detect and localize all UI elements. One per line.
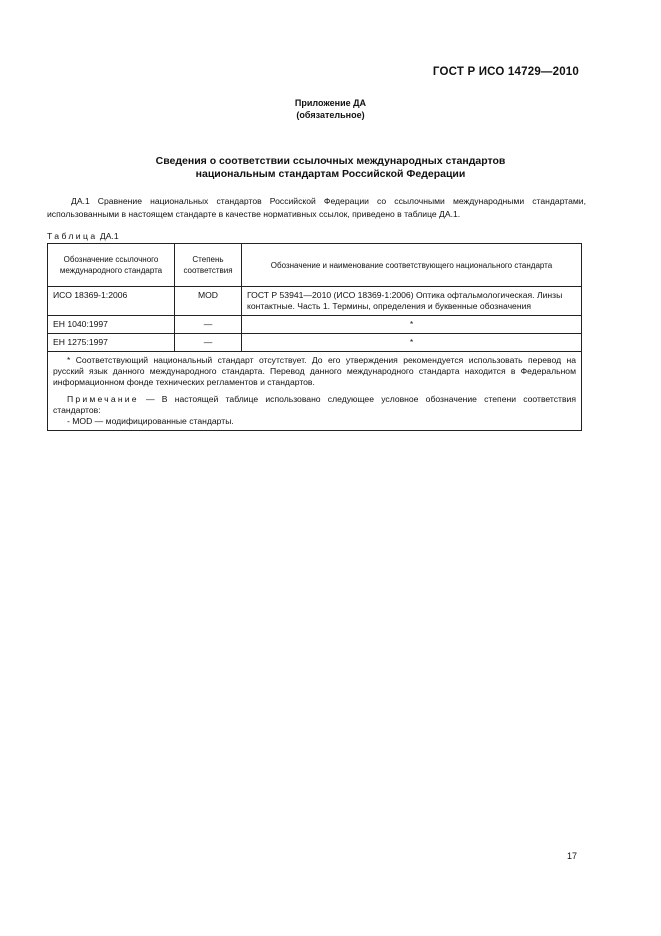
cell-intl-standard: ЕН 1040:1997 xyxy=(48,316,175,334)
annex-title: Приложение ДА xyxy=(294,98,367,108)
header-degree: Степень соответствия xyxy=(175,244,242,287)
cell-national-standard: * xyxy=(242,334,582,352)
cell-intl-standard: ИСО 18369-1:2006 xyxy=(48,287,175,316)
table-row xyxy=(48,334,582,352)
page-number: 17 xyxy=(566,851,577,861)
cell-national-standard: ГОСТ Р 53941—2010 (ИСО 18369-1:2006) Оптика офтальмологическая. Линзы контактные. Часть 1. Термины, определения и буквенные обозначения xyxy=(242,287,582,316)
section-title xyxy=(0,155,661,181)
intro-paragraph: ДА.1 Сравнение национальных стандартов Российской Федерации со ссылочными международными стандартами, использованными в настоящем стандарте в качестве нормативных ссылок, приведено в таблице ДА.1. xyxy=(47,196,586,219)
table-notes-row xyxy=(48,352,582,431)
table-row xyxy=(48,287,582,316)
table-caption-word: Таблица xyxy=(47,231,98,241)
table-header-row xyxy=(48,244,582,287)
header-national-standard: Обозначение и наименование соответствующего национального стандарта xyxy=(242,244,582,287)
table-footnote: * Соответствующий национальный стандарт отсутствует. До его утверждения рекомендуется использовать перевод на русский язык данного международного стандарта. Перевод данного международного стандарта находится в Федеральном информационном фонде технических регламентов и стандартов. xyxy=(53,355,576,387)
table-caption xyxy=(47,231,119,241)
document-code: ГОСТ Р ИСО 14729—2010 xyxy=(432,66,579,78)
note-item: - MOD — модифицированные стандарты. xyxy=(67,416,234,426)
section-title-line-2: национальным стандартам Российской Федерации xyxy=(195,168,466,180)
table-caption-number: ДА.1 xyxy=(99,231,119,241)
cell-national-standard: * xyxy=(242,316,582,334)
annex-heading xyxy=(0,98,661,121)
section-title-line-1: Сведения о соответствии ссылочных международных стандартов xyxy=(155,155,506,167)
cell-degree: — xyxy=(175,316,242,334)
note-label: Примечание xyxy=(67,394,139,404)
standards-table xyxy=(47,243,582,431)
table-row xyxy=(48,316,582,334)
cell-intl-standard: ЕН 1275:1997 xyxy=(48,334,175,352)
table-note xyxy=(53,394,576,416)
annex-subtitle: (обязательное) xyxy=(296,109,365,120)
table-notes xyxy=(48,352,582,431)
note-text: — В настоящей таблице использовано следующее условное обозначение степени соответствия стандартов: xyxy=(53,394,576,415)
cell-degree: — xyxy=(175,334,242,352)
cell-degree: MOD xyxy=(175,287,242,316)
header-intl-standard: Обозначение ссылочного международного стандарта xyxy=(48,244,175,287)
